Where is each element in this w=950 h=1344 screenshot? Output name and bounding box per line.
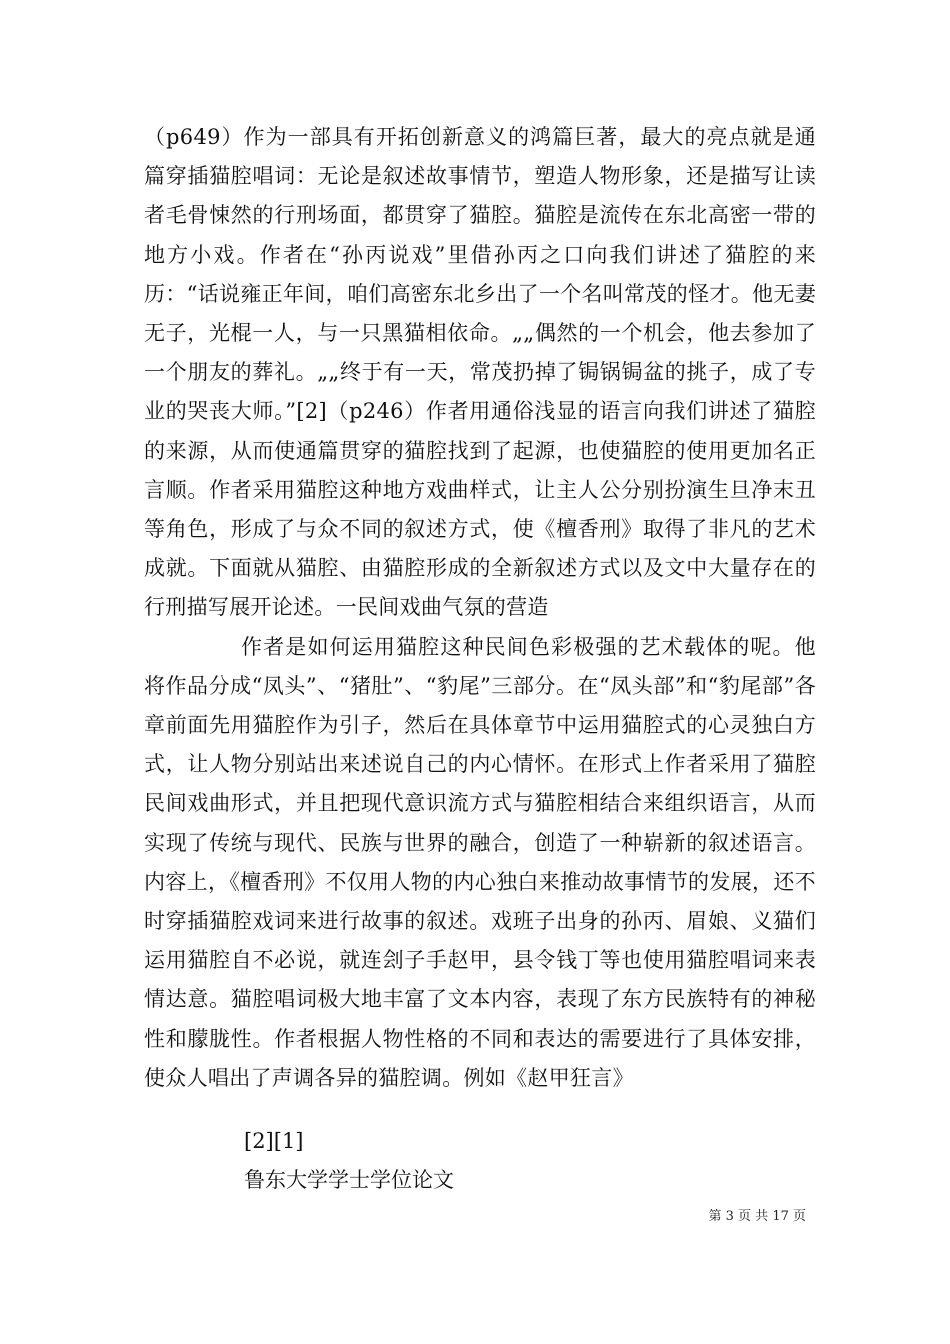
body-text: [144, 118, 816, 1098]
university-header-line: 鲁东大学学士学位论文: [244, 1168, 454, 1192]
paragraph-2: 作者是如何运用猫腔这种民间色彩极强的艺术载体的呢。他将作品分成“凤头”、“猪肚”、“豹尾”三部分。在“凤头部”和“豹尾部”各章前面先用猫腔作为引子，然后在具体章节中运用猫腔式的心灵独白方式，让人物分别站出来述说自己的内心情怀。在形式上作者采用了猫腔民间戏曲形式，并且把现代意识流方式与猫腔相结合来组织语言，从而实现了传统与现代、民族与世界的融合，创造了一种崭新的叙述语言。内容上，《檀香刑》不仅用人物的内心独白来推动故事情节的发展，还不时穿插猫腔戏词来进行故事的叙述。戏班子出身的孙丙、眉娘、义猫们运用猫腔自不必说，就连刽子手赵甲，县令钱丁等也使用猫腔唱词来表情达意。猫腔唱词极大地丰富了文本内容，表现了东方民族特有的神秘性和朦胧性。作者根据人物性格的不同和表达的需要进行了具体安排，使众人唱出了声调各异的猫腔调。例如《赵甲狂言》: [144, 634, 816, 1090]
paragraph-1: （p649）作为一部具有开拓创新意义的鸿篇巨著，最大的亮点就是通篇穿插猫腔唱词：无论是叙述故事情节，塑造人物形象，还是描写让读者毛骨悚然的行刑场面，都贯穿了猫腔。猫腔是流传在东北高密一带的地方小戏。作者在“孙丙说戏”里借孙丙之口向我们讲述了猫腔的来历：“话说雍正年间，咱们高密东北乡出了一个名叫常茂的怪才。他无妻无子，光棍一人，与一只黑猫相依命。„„偶然的一个机会，他去参加了一个朋友的葬礼。„„终于有一天，常茂扔掉了锔锅锔盆的挑子，成了专业的哭丧大师。”[2]（p246）作者用通俗浅显的语言向我们讲述了猫腔的来源，从而使通篇贯穿的猫腔找到了起源，也使猫腔的使用更加名正言顺。作者采用猫腔这种地方戏曲样式，让主人公分别扮演生旦净末丑等角色，形成了与众不同的叙述方式，使《檀香刑》取得了非凡的艺术成就。下面就从猫腔、由猫腔形成的全新叙述方式以及文中大量存在的行刑描写展开论述。一民间戏曲气氛的营造: [144, 125, 816, 620]
page-number-footer: 第 3 页 共 17 页: [708, 1209, 806, 1224]
reference-markers: [2][1]: [244, 1129, 304, 1153]
